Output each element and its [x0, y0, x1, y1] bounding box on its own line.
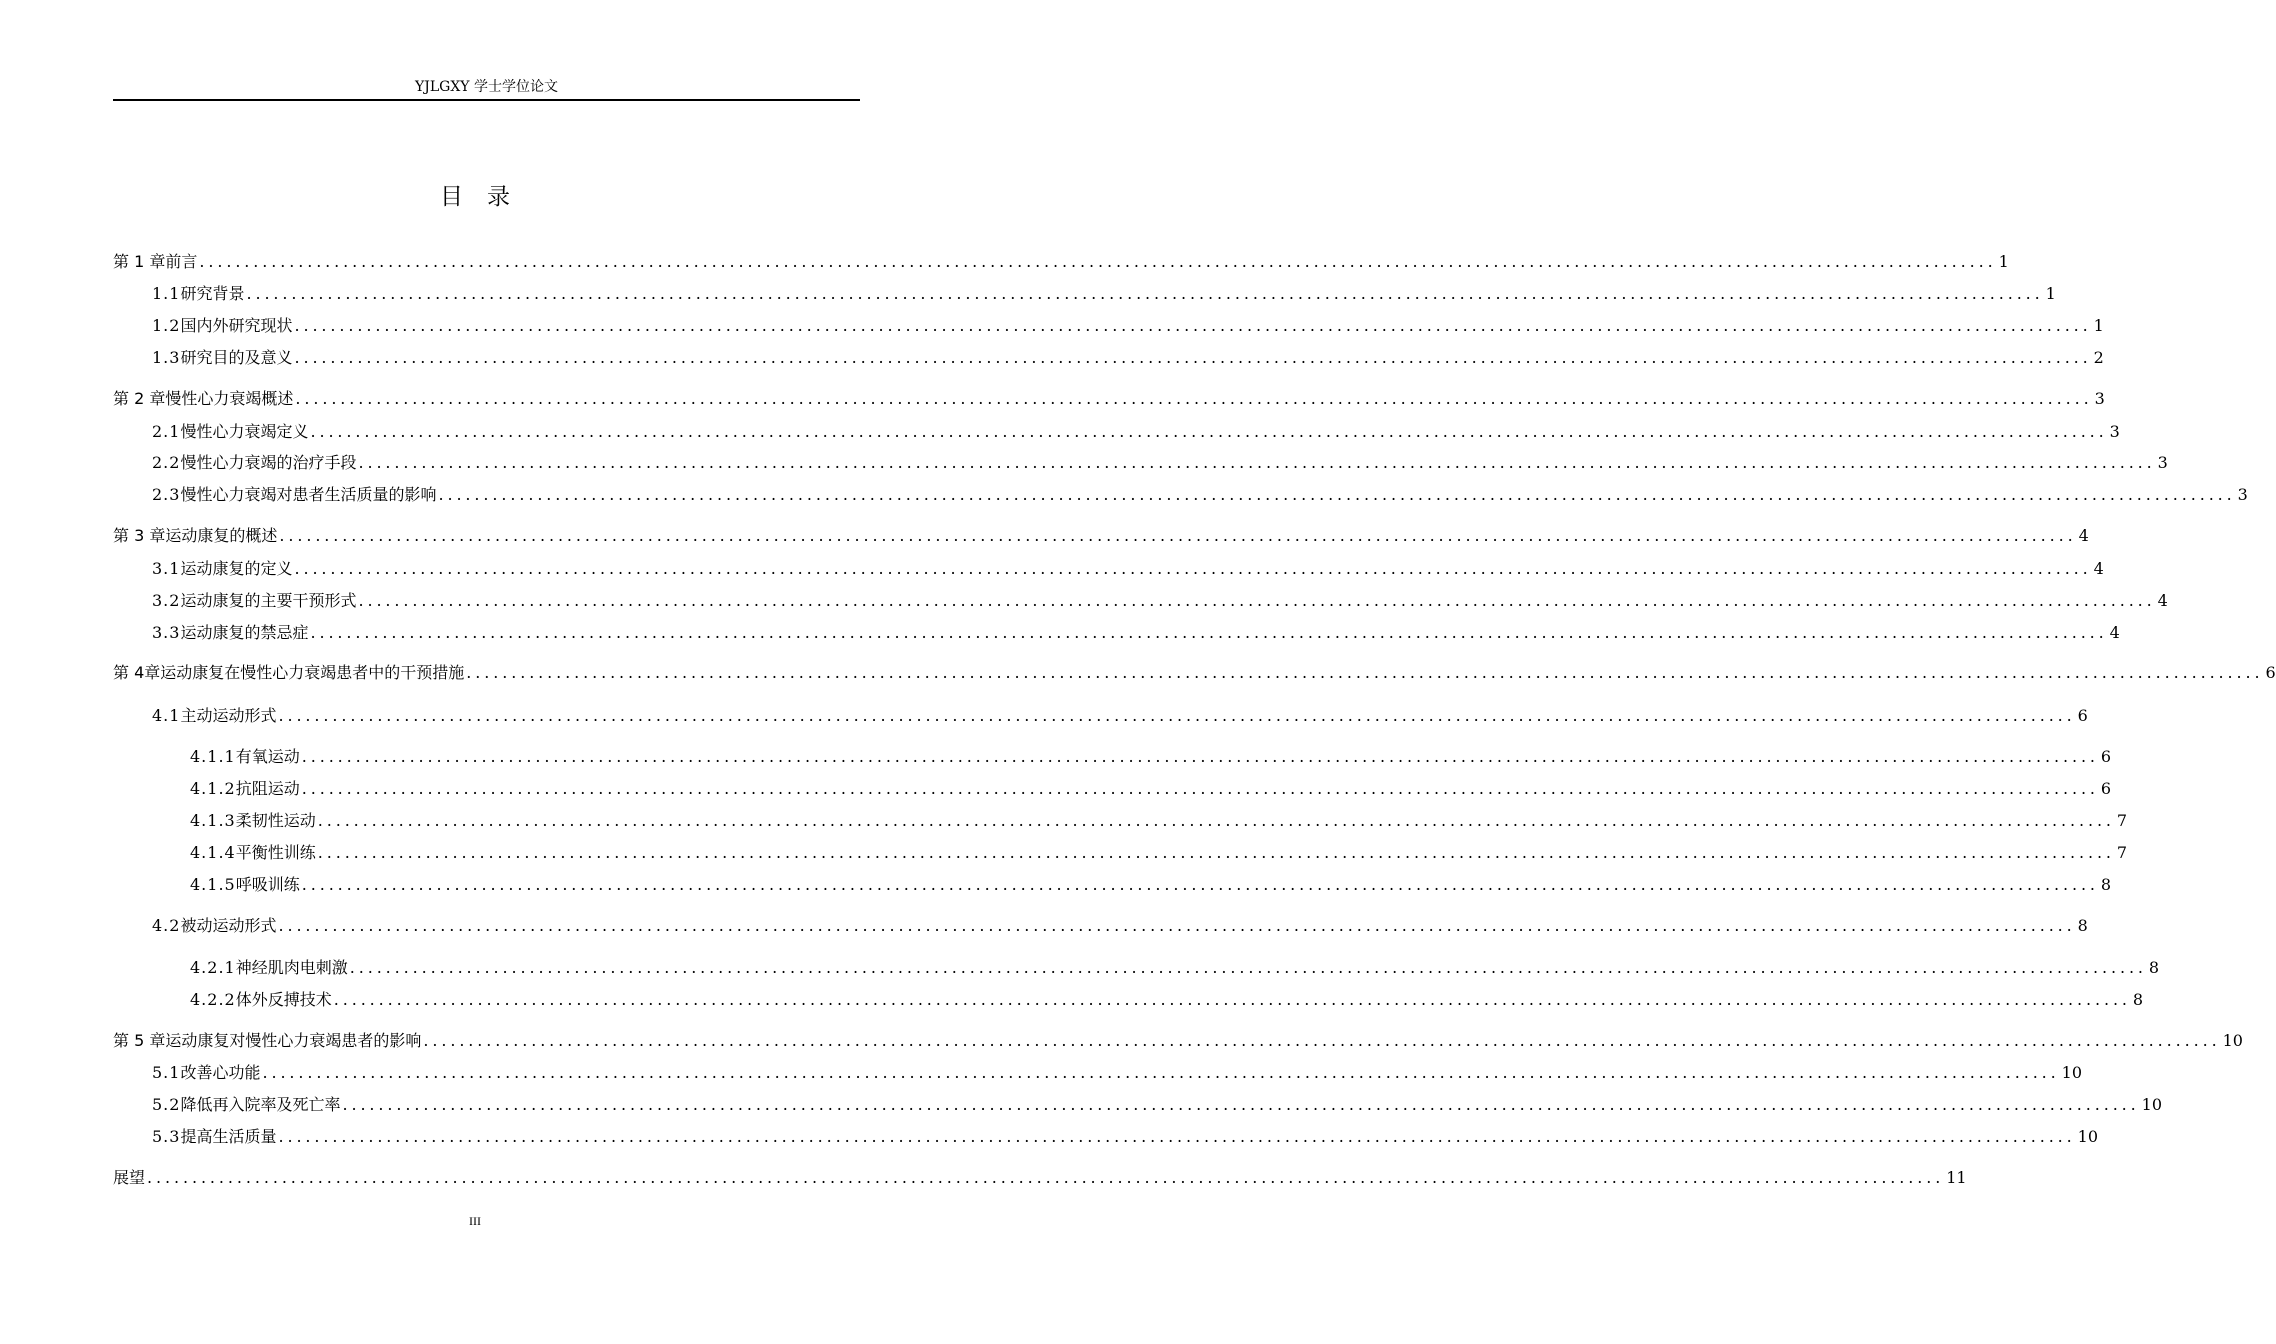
toc-dot-leader: ........................................................................................................................................................................................................	[294, 316, 2092, 335]
toc-entry-title: 运动康复对慢性心力衰竭患者的影响	[165, 1031, 422, 1050]
toc-entry-title: 慢性心力衰竭定义	[180, 422, 309, 441]
toc-entry-page: 3	[2157, 453, 2168, 472]
toc-section-entry	[113, 556, 2104, 580]
toc-entry-page: 4	[2157, 591, 2168, 610]
toc-chapter-entry	[113, 386, 2105, 410]
toc-entry-title: 望	[129, 1168, 146, 1187]
toc-entry-title: 体外反搏技术	[235, 990, 332, 1009]
toc-subsection-entry	[113, 776, 2112, 800]
toc-entry-number: 4.1.3	[190, 811, 236, 830]
toc-entry-page: 6	[2100, 779, 2112, 798]
toc-entry-title: 改善心功能	[180, 1063, 261, 1082]
toc-dot-leader: ........................................................................................................................................................................................................	[310, 623, 2108, 642]
toc-entry-title: 主动运动形式	[180, 706, 277, 725]
toc-entry-title: 研究目的及意义	[180, 348, 293, 367]
toc-section-entry	[113, 588, 2168, 612]
toc-entry-title: 慢性心力衰竭对患者生活质量的影响	[180, 485, 437, 504]
toc-entry-page: 11	[1946, 1168, 1967, 1187]
toc-entry-number: 1.3	[152, 348, 181, 367]
toc-entry-number: 4.1	[152, 706, 181, 725]
toc-entry-number: 第 3 章	[113, 526, 166, 545]
toc-dot-leader: ........................................................................................................................................................................................................	[294, 559, 2092, 578]
toc-entry-page: 10	[2141, 1095, 2163, 1114]
toc-subsection-entry	[113, 840, 2128, 864]
toc-dot-leader: ........................................................................................................................................................................................................	[294, 348, 2092, 367]
toc-entry-page: 1	[2045, 284, 2056, 303]
toc-entry-title: 有氧运动	[235, 747, 300, 766]
toc-entry-page: 4	[2093, 559, 2104, 578]
toc-entry-number: 5.2	[152, 1095, 181, 1114]
toc-entry-page: 6	[2265, 663, 2276, 682]
toc-entry-title: 运动康复的概述	[165, 526, 278, 545]
toc-entry-title: 被动运动形式	[180, 916, 277, 935]
toc-dot-leader: ........................................................................................................................................................................................................	[246, 284, 2044, 303]
toc-subsection-entry	[113, 808, 2128, 832]
toc-section-entry	[113, 482, 2248, 506]
toc-entry-number: 1.1	[152, 284, 181, 303]
toc-dot-leader: ........................................................................................................................................................................................................	[358, 591, 2156, 610]
toc-entry-number: 5.3	[152, 1127, 181, 1146]
toc-entry-page: 1	[1998, 252, 2009, 271]
toc-entry-number: 2.2	[152, 453, 181, 472]
header-rule	[113, 99, 860, 101]
toc-dot-leader: ........................................................................................................................................................................................................	[317, 811, 2115, 830]
toc-entry-page: 10	[2061, 1063, 2083, 1082]
toc-dot-leader: ........................................................................................................................................................................................................	[342, 1095, 2140, 1114]
toc-dot-leader: ........................................................................................................................................................................................................	[199, 252, 1997, 271]
toc-entry-title: 运动康复的定义	[180, 559, 293, 578]
toc-dot-leader: ........................................................................................................................................................................................................	[333, 990, 2131, 1009]
page-header: YJLGXY 学士学位论文	[415, 79, 558, 95]
toc-section-entry	[113, 620, 2120, 644]
toc-entry-page: 8	[2077, 916, 2088, 935]
toc-entry-number: 1.2	[152, 316, 181, 335]
toc-entry-page: 8	[2100, 875, 2112, 894]
toc-dot-leader: ........................................................................................................................................................................................................	[147, 1168, 1945, 1187]
toc-section-entry	[113, 450, 2168, 474]
toc-entry-page: 4	[2078, 526, 2089, 545]
toc-entry-title: 提高生活质量	[180, 1127, 277, 1146]
toc-entry-title: 抗阻运动	[235, 779, 300, 798]
toc-entry-title: 慢性心力衰竭概述	[165, 389, 294, 408]
toc-entry-title: 章运动康复在慢性心力衰竭患者中的干预措施	[144, 663, 465, 682]
toc-entry-title: 运动康复的禁忌症	[180, 623, 309, 642]
toc-chapter-entry	[113, 1165, 1967, 1189]
toc-entry-number: 第 2 章	[113, 389, 166, 408]
toc-entry-title: 国内外研究现状	[180, 316, 293, 335]
toc-entry-page: 6	[2077, 706, 2088, 725]
toc-entry-number: 4.1.4	[190, 843, 236, 862]
toc-entry-page: 10	[2222, 1031, 2243, 1050]
toc-section-entry	[113, 703, 2088, 727]
toc-subsection-entry	[113, 987, 2144, 1011]
toc-dot-leader: ........................................................................................................................................................................................................	[262, 1063, 2060, 1082]
toc-dot-leader: ........................................................................................................................................................................................................	[423, 1031, 2221, 1050]
toc-entry-number: 4.2.2	[190, 990, 236, 1009]
toc-entry-number: 4.1.2	[190, 779, 236, 798]
toc-entry-number: 3.2	[152, 591, 181, 610]
toc-entry-title: 运动康复的主要干预形式	[180, 591, 357, 610]
toc-subsection-entry	[113, 955, 2160, 979]
toc-section-entry	[113, 419, 2120, 443]
toc-entry-page: 3	[2237, 485, 2248, 504]
toc-dot-leader: ........................................................................................................................................................................................................	[279, 526, 2077, 545]
toc-entry-number: 展	[113, 1168, 130, 1187]
toc-entry-number: 4.1.1	[190, 747, 236, 766]
toc-entry-page: 4	[2109, 623, 2120, 642]
toc-entry-number: 4.2.1	[190, 958, 236, 977]
toc-subsection-entry	[113, 872, 2112, 896]
toc-dot-leader: ........................................................................................................................................................................................................	[295, 389, 2093, 408]
toc-section-entry	[113, 1092, 2163, 1116]
toc-dot-leader: ........................................................................................................................................................................................................	[466, 663, 2264, 682]
toc-chapter-entry	[113, 1028, 2243, 1052]
toc-entry-number: 4.1.5	[190, 875, 236, 894]
toc-dot-leader: ........................................................................................................................................................................................................	[358, 453, 2156, 472]
toc-entry-page: 7	[2116, 811, 2128, 830]
toc-entry-page: 3	[2094, 389, 2105, 408]
toc-entry-number: 5.1	[152, 1063, 181, 1082]
toc-entry-page: 6	[2100, 747, 2112, 766]
toc-dot-leader: ........................................................................................................................................................................................................	[278, 1127, 2076, 1146]
toc-entry-page: 10	[2077, 1127, 2099, 1146]
toc-dot-leader: ........................................................................................................................................................................................................	[301, 875, 2099, 894]
toc-dot-leader: ........................................................................................................................................................................................................	[438, 485, 2236, 504]
toc-entry-number: 3.1	[152, 559, 181, 578]
toc-entry-title: 降低再入院率及死亡率	[180, 1095, 341, 1114]
toc-entry-number: 3.3	[152, 623, 181, 642]
toc-chapter-entry	[113, 249, 2009, 273]
toc-entry-number: 2.3	[152, 485, 181, 504]
toc-section-entry	[113, 913, 2088, 937]
toc-entry-page: 3	[2109, 422, 2120, 441]
page-number: III	[469, 1214, 481, 1228]
toc-entry-title: 慢性心力衰竭的治疗手段	[180, 453, 357, 472]
toc-dot-leader: ........................................................................................................................................................................................................	[301, 747, 2099, 766]
toc-dot-leader: ........................................................................................................................................................................................................	[278, 916, 2076, 935]
toc-dot-leader: ........................................................................................................................................................................................................	[301, 779, 2099, 798]
toc-entry-title: 呼吸训练	[235, 875, 300, 894]
toc-title: 目录	[440, 184, 534, 210]
toc-entry-title: 平衡性训练	[235, 843, 316, 862]
toc-entry-page: 1	[2093, 316, 2104, 335]
toc-entry-title: 柔韧性运动	[235, 811, 316, 830]
toc-entry-page: 8	[2132, 990, 2144, 1009]
toc-entry-title: 神经肌肉电刺激	[235, 958, 348, 977]
toc-entry-number: 第 1 章	[113, 252, 166, 271]
toc-subsection-entry	[113, 744, 2112, 768]
toc-section-entry	[113, 345, 2104, 369]
toc-section-entry	[113, 313, 2104, 337]
toc-entry-number: 第 5 章	[113, 1031, 166, 1050]
toc-dot-leader: ........................................................................................................................................................................................................	[310, 422, 2108, 441]
toc-entry-number: 2.1	[152, 422, 181, 441]
toc-entry-title: 研究背景	[180, 284, 245, 303]
toc-entry-title: 前言	[165, 252, 198, 271]
toc-dot-leader: ........................................................................................................................................................................................................	[317, 843, 2115, 862]
toc-section-entry	[113, 281, 2056, 305]
toc-chapter-entry	[113, 523, 2089, 547]
toc-chapter-entry	[113, 660, 2276, 684]
toc-entry-page: 2	[2093, 348, 2104, 367]
toc-entry-page: 8	[2148, 958, 2160, 977]
toc-entry-number: 4.2	[152, 916, 181, 935]
toc-entry-page: 7	[2116, 843, 2128, 862]
toc-entry-number: 第 4	[113, 663, 145, 682]
toc-section-entry	[113, 1124, 2099, 1148]
toc-section-entry	[113, 1060, 2083, 1084]
toc-dot-leader: ........................................................................................................................................................................................................	[278, 706, 2076, 725]
toc-dot-leader: ........................................................................................................................................................................................................	[349, 958, 2147, 977]
